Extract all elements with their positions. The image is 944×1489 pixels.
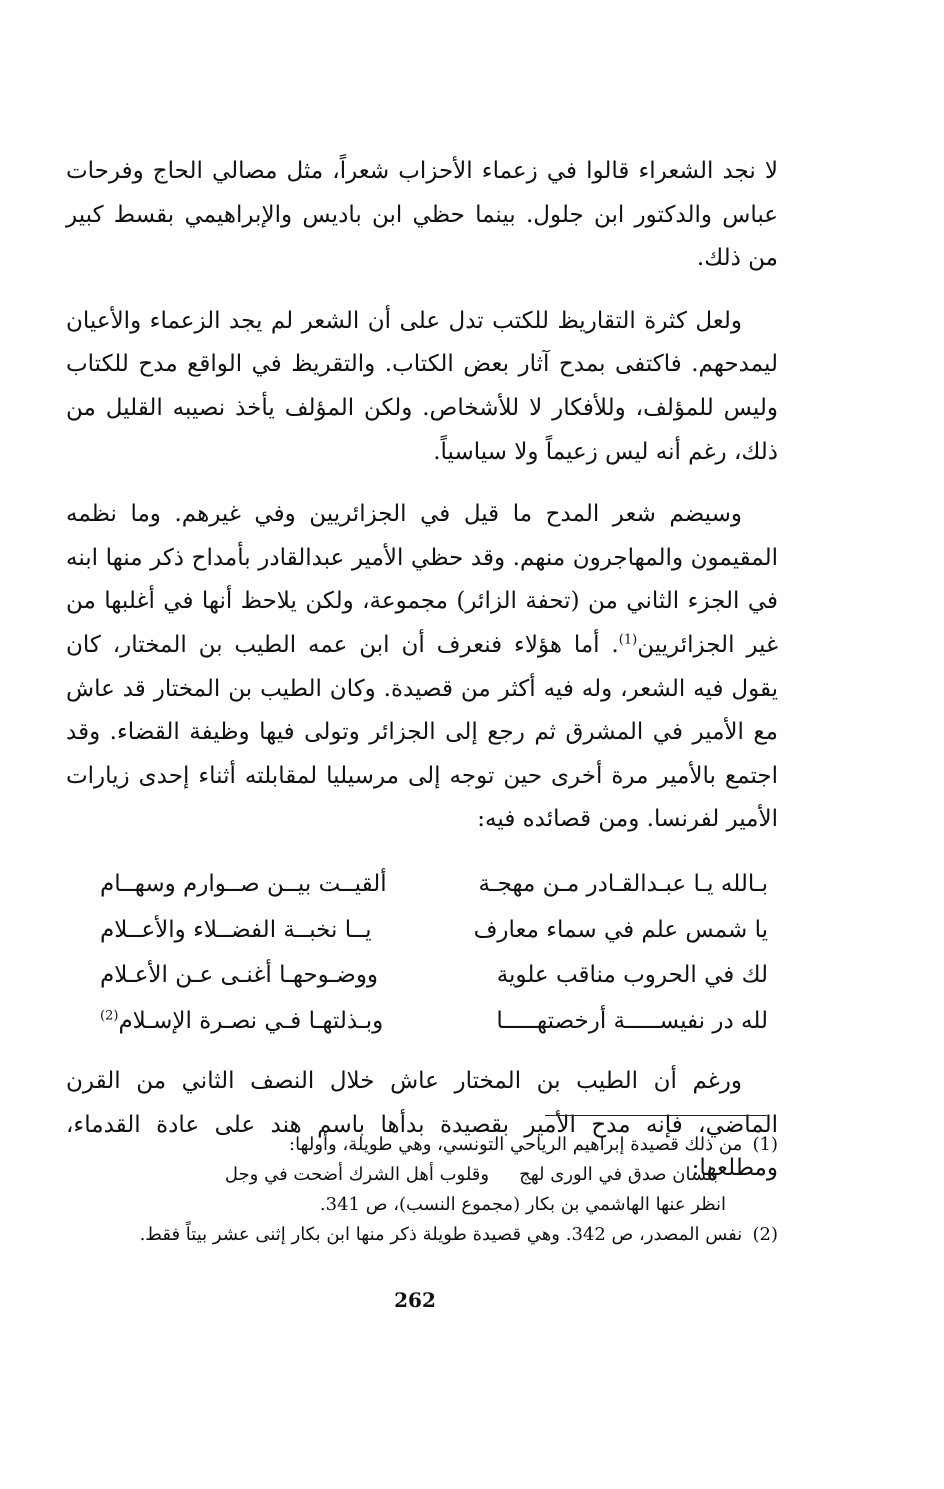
footnote (66, 1220, 778, 1250)
hemistich-first: بلسان صدق في الورى لهج (519, 1164, 718, 1185)
paragraph (66, 493, 778, 842)
hemistich-second (100, 999, 383, 1045)
main-text (66, 150, 778, 1191)
footnote-divider (545, 1115, 767, 1116)
hemistich-first: لك في الحروب مناقب علوية (496, 962, 768, 989)
footnote-text: نفس المصدر، ص 342. وهي قصيدة طويلة ذكر منها ابن بكار إثنى عشر بيتاً فقط. (139, 1224, 743, 1245)
verse (66, 953, 778, 999)
hemistich-first: يا شمس علم في سماء معارف (473, 916, 768, 943)
verse (66, 862, 778, 908)
hemistich-first: لله در نفيســـــة أرخصتهـــــا (496, 1007, 768, 1034)
footnote-source: انظر عنها الهاشمي بن بكار (مجموع النسب)، ص 341. (319, 1194, 726, 1215)
footnote (66, 1130, 778, 1160)
footnotes (66, 1130, 778, 1250)
paragraph: ولعل كثرة التقاريظ للكتب تدل على أن الشعر لم يجد الزعماء والأعيان ليمدحهم. فاكتفى بمدح آثار بعض الكتاب. والتقريظ في الواقع مدح للكتاب وليس للمؤلف، وللأفكار لا للأشخاص. ولكن المؤلف يأخذ نصيبه القليل من ذلك، رغم أنه ليس زعيماً ولا سياسياً. (66, 307, 778, 465)
page-number: 262 (394, 1288, 436, 1312)
hemistich-second: يــا نخبــة الفضــلاء والأعــلام (100, 916, 372, 943)
paragraph-text: وسيضم شعر المدح ما قيل في الجزائريين وفي غيرهم. وما نظمه المقيمون والمهاجرون منهم. وقد حظي الأمير عبدالقادر بأمداح ذكر منها ابنه في الجزء الثاني من (تحفة الزائر) مجموعة، ولكن يلاحظ أنها في أغلبها من غير الجزائريين (66, 501, 778, 658)
footnote-verse (66, 1160, 778, 1190)
footnote-number: (1) (752, 1134, 778, 1155)
paragraph: لا نجد الشعراء قالوا في زعماء الأحزاب شعراً، مثل مصالي الحاج وفرحات عباس والدكتور ابن جلول. بينما حظي ابن باديس والإبراهيمي بقسط كبير من ذلك. (66, 158, 778, 272)
verse (66, 999, 778, 1045)
hemistich-text: وبـذلتهـا فـي نصـرة الإسـلام (118, 1007, 384, 1034)
footnote-ref: (2) (100, 1008, 119, 1024)
footnote-text: من ذلك قصيدة إبراهيم الرياحي التونسي، وهي طويلة، وأولها: (289, 1134, 743, 1155)
paragraph-text: . أما هؤلاء فنعرف أن ابن عمه الطيب بن المختار، كان يقول فيه الشعر، وله فيه أكثر من قصيدة. وكان الطيب بن المختار قد عاش مع الأمير في المشرق ثم رجع إلى الجزائر وتولى فيها وظيفة القضاء. وقد اجتمع بالأمير مرة أخرى حين توجه إلى مرسيليا لمقابلته أثناء إحدى زيارات الأمير لفرنسا. ومن قصائده فيه: (66, 631, 779, 833)
verse (66, 908, 778, 954)
hemistich-first: بـالله يـا عبـدالقـادر مـن مهجـة (478, 870, 768, 897)
paragraph: ورغم أن الطيب بن المختار عاش خلال النصف الثاني من القرن الماضي، فإنه مدح الأمير بقصيدة بدأها باسم هند على عادة القدماء، ومطلعها: (66, 1068, 778, 1182)
hemistich-second: وقلوب أهل الشرك أضحت في وجل (224, 1164, 490, 1185)
footnote-number: (2) (752, 1224, 778, 1245)
hemistich-second: ألقيــت بيــن صــوارم وسهــام (100, 870, 387, 897)
poem (66, 862, 778, 1044)
hemistich-second: ووضـوحهـا أغنـى عـن الأعـلام (100, 962, 379, 989)
footnote-ref: (1) (618, 632, 638, 648)
